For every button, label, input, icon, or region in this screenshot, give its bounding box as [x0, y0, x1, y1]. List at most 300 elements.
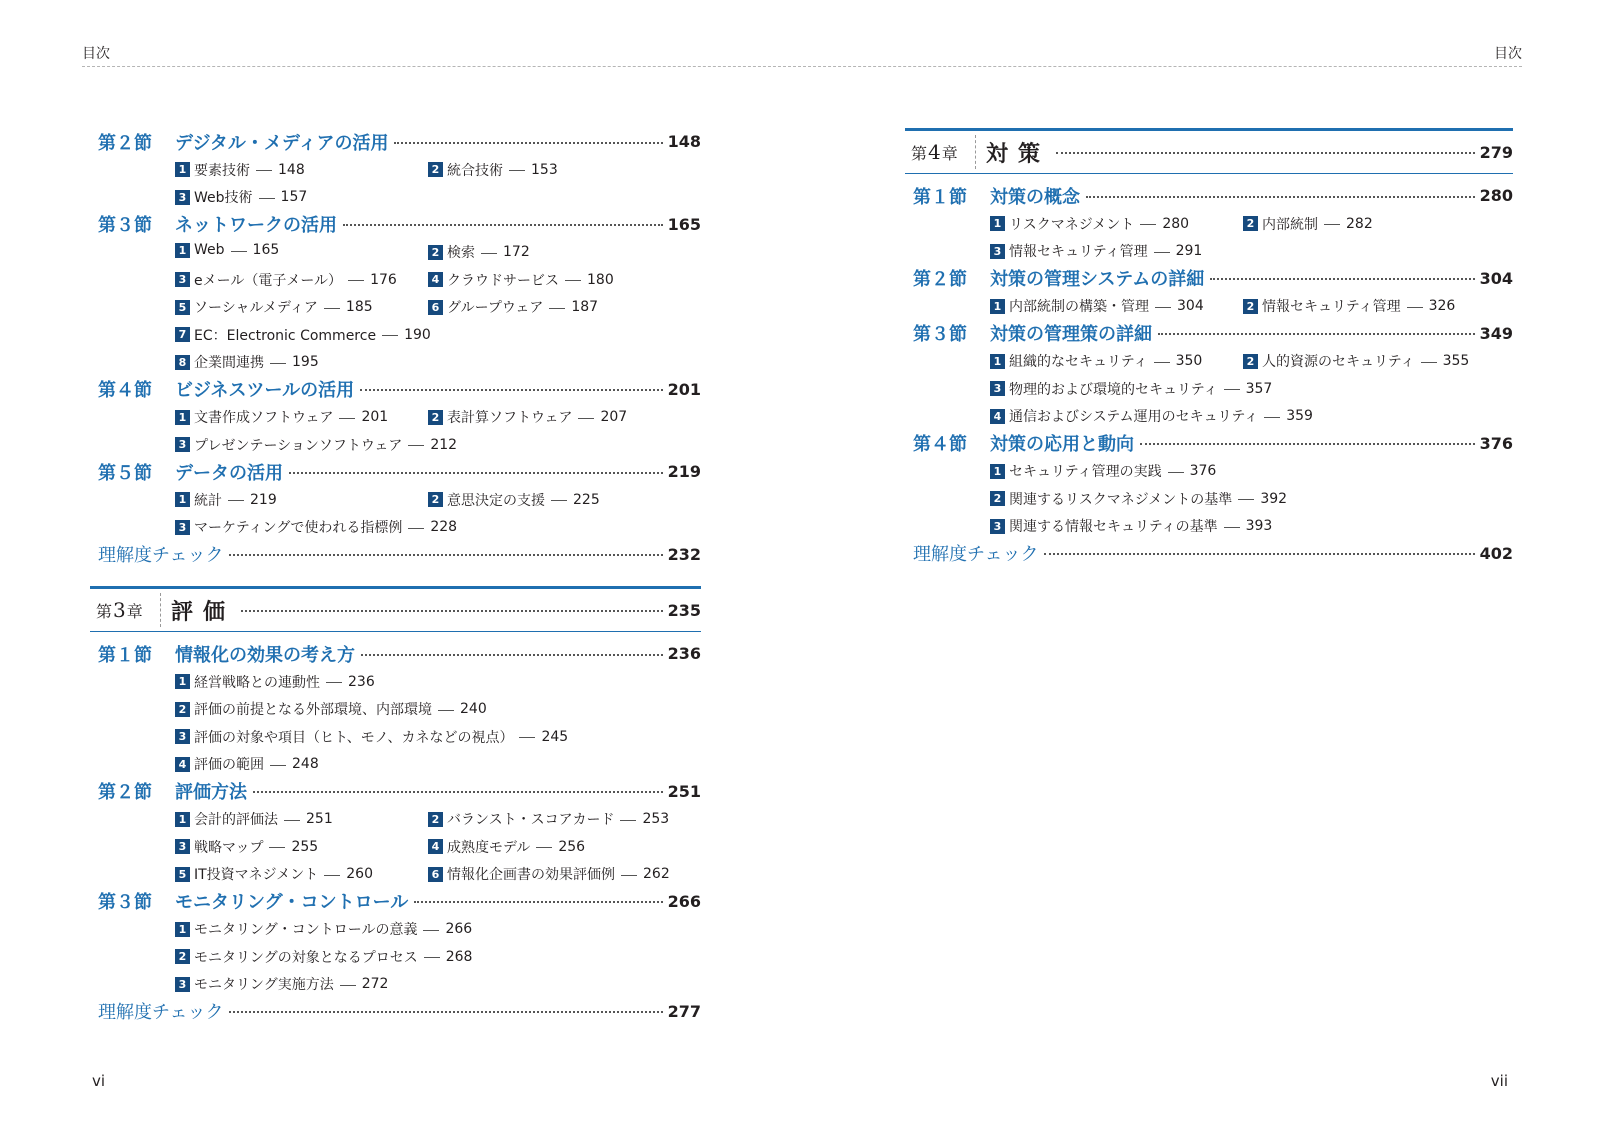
dash-separator: [324, 308, 340, 309]
subsection-page: 157: [280, 189, 308, 205]
review-page: 402: [1479, 543, 1513, 563]
review-title: 理解度チェック: [98, 545, 224, 567]
chapter4-section-4[interactable]: [913, 430, 1513, 458]
toc-right-page: [913, 128, 1513, 567]
subsection-number-badge: 2: [428, 410, 443, 425]
subsection-item[interactable]: [428, 864, 670, 884]
subsection-item[interactable]: [990, 489, 1287, 509]
subsection-title: 評価の前提となる外部環境、内部環境: [194, 702, 432, 718]
subsection-title: クラウドサービス: [447, 272, 559, 289]
subsection-title: マーケティングで使われる指標例: [194, 520, 403, 536]
page-number-right: vii: [1490, 1072, 1508, 1090]
subsection-page: 350: [1175, 353, 1203, 369]
subsection-title: 要素技術: [194, 162, 250, 179]
dash-separator: [1421, 362, 1437, 363]
subsection-row: [98, 321, 701, 349]
subsection-title: 企業間連携: [194, 355, 264, 371]
subsection-row: [98, 403, 701, 431]
subsection-item[interactable]: [990, 296, 1204, 316]
subsection-item[interactable]: [990, 406, 1313, 426]
dash-separator: [228, 500, 244, 501]
section-label: 第４節: [913, 434, 967, 456]
header-divider: [82, 66, 1522, 67]
chapter-suffix: 章: [126, 601, 143, 621]
subsection-row: [913, 347, 1513, 375]
section-page: 236: [667, 644, 701, 664]
dash-separator: [536, 847, 552, 848]
dot-leader: [1158, 333, 1475, 335]
subsection-number-badge: 3: [175, 437, 190, 452]
dash-separator: [1407, 307, 1423, 308]
subsection-item[interactable]: [175, 160, 305, 180]
subsection-page: 357: [1245, 380, 1273, 397]
dash-separator: [1238, 499, 1254, 500]
subsection-title: モニタリングの対象となるプロセス: [194, 949, 418, 966]
subsection-row: [98, 183, 701, 211]
running-header-right: 目次: [1494, 46, 1522, 62]
subsection-item[interactable]: [175, 974, 388, 994]
dash-separator: [509, 170, 525, 171]
subsection-page: 248: [292, 756, 319, 772]
section-page: 148: [667, 132, 701, 152]
chapter-prefix: 第: [911, 143, 928, 163]
chapter3-section-3[interactable]: [98, 888, 701, 916]
dash-separator: [1168, 472, 1184, 473]
dash-separator: [408, 445, 424, 446]
section-title: モニタリング・コントロール: [175, 892, 409, 914]
subsection-title: モニタリング・コントロールの意義: [194, 922, 418, 938]
dash-separator: [551, 500, 567, 501]
subsection-item[interactable]: [990, 461, 1216, 481]
dot-leader: [394, 142, 662, 144]
subsection-title: 人的資源のセキュリティ: [1262, 354, 1415, 370]
subsection-row: [913, 402, 1513, 430]
subsection-title: eメール（電子メール）: [194, 272, 343, 289]
dot-leader: [229, 554, 662, 556]
section-page: 280: [1479, 186, 1513, 206]
subsection-item[interactable]: [428, 837, 585, 857]
chapter-title: 評価: [171, 599, 236, 625]
subsection-page: 176: [370, 271, 397, 288]
subsection-item[interactable]: [175, 407, 388, 427]
subsection-number-badge: 3: [175, 977, 190, 992]
subsection-page: 291: [1175, 243, 1203, 259]
subsection-item[interactable]: [175, 435, 457, 455]
subsection-page: 253: [642, 811, 670, 827]
subsection-number-badge: 3: [175, 729, 190, 744]
running-header-left: 目次: [82, 46, 110, 62]
subsection-number-badge: 4: [428, 272, 443, 287]
subsection-number-badge: 3: [175, 272, 190, 287]
dash-separator: [231, 251, 247, 252]
subsection-page: 245: [541, 728, 569, 745]
section-page: 349: [1479, 323, 1513, 343]
section-label: 第１節: [98, 644, 152, 666]
subsection-number-badge: 4: [990, 409, 1005, 424]
subsection-row: [98, 348, 701, 376]
subsection-page: 262: [643, 866, 670, 882]
review-title: 理解度チェック: [913, 544, 1039, 566]
dash-separator: [269, 847, 285, 848]
subsection-number-badge: 1: [175, 492, 190, 507]
subsection-item[interactable]: [175, 837, 318, 857]
subsection-number-badge: 2: [1243, 216, 1258, 231]
chapter-label: [911, 135, 976, 169]
section-4-business-tools[interactable]: [98, 376, 701, 404]
subsection-item[interactable]: [175, 242, 279, 258]
subsection-page: 185: [345, 299, 373, 315]
subsection-title: プレゼンテーションソフトウェア: [194, 437, 403, 454]
section-page: 304: [1479, 268, 1513, 288]
subsection-page: 212: [430, 436, 458, 453]
subsection-title: セキュリティ管理の実践: [1009, 464, 1162, 480]
dash-separator: [1155, 307, 1171, 308]
section-title: ネットワークの活用: [175, 215, 337, 237]
review-check-entry[interactable]: [98, 541, 701, 569]
dash-separator: [621, 875, 637, 876]
section-page: 266: [667, 891, 701, 911]
dash-separator: [326, 682, 342, 683]
subsection-title: 物理的および環境的セキュリティ: [1009, 381, 1218, 398]
subsection-item[interactable]: [175, 754, 319, 774]
subsection-page: 268: [445, 948, 473, 965]
chapter4-section-1[interactable]: [913, 182, 1513, 210]
dash-separator: [565, 280, 581, 281]
dot-leader: [1044, 553, 1474, 555]
subsection-item[interactable]: [175, 352, 319, 372]
dash-separator: [348, 280, 364, 281]
dot-leader: [414, 901, 662, 903]
subsection-item[interactable]: [1243, 214, 1373, 234]
dot-leader: [229, 1011, 662, 1013]
subsection-title: 情報化企画書の効果評価例: [447, 867, 615, 883]
section-label: 第２節: [98, 132, 152, 154]
subsection-title: 統計: [194, 492, 222, 509]
subsection-page: 392: [1260, 490, 1288, 507]
subsection-title: リスクマネジメント: [1009, 216, 1135, 233]
section-page: 165: [667, 214, 701, 234]
subsection-row: [98, 238, 701, 266]
subsection-row: [98, 156, 701, 184]
subsection-number-badge: 1: [175, 410, 190, 425]
section-title: 対策の応用と動向: [990, 434, 1134, 456]
dash-separator: [1264, 417, 1280, 418]
subsection-number-badge: 3: [175, 190, 190, 205]
subsection-number-badge: 2: [1243, 299, 1258, 314]
dot-leader: [361, 654, 663, 656]
dash-separator: [324, 875, 340, 876]
chapter4-section-2[interactable]: [913, 265, 1513, 293]
subsection-title: 文書作成ソフトウェア: [194, 410, 334, 426]
chapter-heading[interactable]: [905, 128, 1513, 174]
dash-separator: [1224, 527, 1240, 528]
subsection-page: 180: [587, 271, 614, 288]
subsection-page: 172: [503, 244, 530, 260]
subsection-title: 検索: [447, 245, 475, 261]
subsection-title: 内部統制: [1262, 216, 1318, 233]
subsection-page: 219: [250, 491, 277, 508]
dash-separator: [339, 418, 355, 419]
subsection-title: Web: [194, 242, 225, 258]
chapter-prefix: 第: [96, 601, 113, 621]
subsection-number-badge: 3: [990, 519, 1005, 534]
dash-separator: [549, 308, 565, 309]
section-title: ビジネスツールの活用: [175, 380, 355, 402]
subsection-page: 195: [292, 354, 319, 370]
subsection-title: バランスト・スコアカード: [447, 812, 615, 828]
subsection-page: 165: [252, 242, 280, 258]
section-page: 251: [667, 781, 701, 801]
subsection-number-badge: 2: [428, 162, 443, 177]
chapter-number: 3: [113, 598, 126, 622]
subsection-row: [98, 970, 701, 998]
dash-separator: [270, 765, 286, 766]
dash-separator: [424, 957, 440, 958]
subsection-item[interactable]: [428, 160, 558, 180]
subsection-row: [98, 750, 701, 778]
dash-separator: [256, 170, 272, 171]
subsection-item[interactable]: [175, 947, 472, 967]
subsection-item[interactable]: [428, 407, 627, 427]
section-title: 対策の管理システムの詳細: [990, 269, 1205, 291]
subsection-row: [913, 512, 1513, 540]
dash-separator: [1154, 252, 1170, 253]
chapter3-section-1[interactable]: [98, 640, 701, 668]
dot-leader: [1140, 443, 1475, 445]
section-title: 対策の概念: [990, 186, 1080, 208]
subsection-row: [913, 237, 1513, 265]
subsection-item[interactable]: [175, 490, 277, 510]
chapter-label: [96, 593, 161, 627]
subsection-number-badge: 1: [990, 354, 1005, 369]
dash-separator: [284, 820, 300, 821]
dash-separator: [481, 253, 497, 254]
dash-separator: [620, 820, 636, 821]
dash-separator: [382, 335, 398, 336]
section-2-digital-media[interactable]: [98, 128, 701, 156]
subsection-number-badge: 7: [175, 327, 190, 342]
subsection-row: [913, 457, 1513, 485]
subsection-row: [98, 486, 701, 514]
subsection-row: [98, 293, 701, 321]
dot-leader: [360, 389, 662, 391]
subsection-page: 201: [361, 409, 389, 425]
subsection-item[interactable]: [990, 516, 1272, 536]
subsection-page: 153: [531, 161, 558, 178]
subsection-title: 通信およびシステム運用のセキュリティ: [1009, 409, 1259, 425]
subsection-item[interactable]: [428, 242, 530, 262]
subsection-page: 376: [1189, 463, 1217, 479]
review-title: 理解度チェック: [98, 1002, 224, 1024]
chapter-suffix: 章: [941, 143, 958, 163]
dash-separator: [259, 198, 275, 199]
subsection-number-badge: 3: [175, 520, 190, 535]
subsection-row: [98, 833, 701, 861]
dash-separator: [1140, 224, 1156, 225]
subsection-number-badge: 2: [428, 492, 443, 507]
subsection-title: 評価の対象や項目（ヒト、モノ、カネなどの視点）: [194, 729, 514, 746]
subsection-page: 240: [460, 701, 487, 717]
review-check-entry[interactable]: [98, 998, 701, 1026]
subsection-page: 236: [348, 673, 375, 690]
section-label: 第２節: [98, 782, 152, 804]
subsection-page: 190: [404, 326, 431, 343]
subsection-item[interactable]: [175, 727, 568, 747]
subsection-number-badge: 3: [175, 839, 190, 854]
review-page: 232: [667, 544, 701, 564]
spacer: [98, 568, 701, 586]
subsection-item[interactable]: [990, 379, 1272, 399]
chapter-title: 対策: [986, 141, 1051, 167]
dash-separator: [578, 418, 594, 419]
subsection-item[interactable]: [428, 490, 600, 510]
subsection-item[interactable]: [428, 809, 669, 829]
subsection-number-badge: 4: [428, 839, 443, 854]
subsection-row: [98, 266, 701, 294]
dot-leader: [1210, 278, 1474, 280]
toc-left-page: [98, 128, 701, 1025]
subsection-page: 280: [1162, 215, 1190, 232]
subsection-number-badge: 8: [175, 355, 190, 370]
dash-separator: [438, 710, 454, 711]
subsection-page: 266: [445, 921, 473, 937]
section-page: 219: [667, 462, 701, 482]
section-label: 第５節: [98, 462, 152, 484]
subsection-title: 組織的なセキュリティ: [1009, 354, 1148, 370]
subsection-item[interactable]: [1243, 351, 1469, 371]
subsection-item[interactable]: [175, 919, 472, 939]
dot-leader: [253, 791, 663, 793]
subsection-number-badge: 1: [175, 812, 190, 827]
subsection-item[interactable]: [990, 241, 1202, 261]
subsection-item[interactable]: [428, 270, 614, 290]
dash-separator: [519, 737, 535, 738]
subsection-page: 393: [1245, 518, 1273, 534]
subsection-number-badge: 3: [990, 244, 1005, 259]
chapter-number: 4: [928, 140, 941, 164]
subsection-title: 経営戦略との連動性: [194, 674, 320, 691]
section-label: 第３節: [913, 324, 967, 346]
chapter-heading[interactable]: [90, 586, 701, 632]
subsection-title: 関連する情報セキュリティの基準: [1009, 519, 1218, 535]
subsection-title: 情報セキュリティ管理: [1009, 244, 1148, 260]
dash-separator: [340, 985, 356, 986]
subsection-item[interactable]: [175, 699, 487, 719]
subsection-item[interactable]: [1243, 296, 1455, 316]
section-5-data[interactable]: [98, 458, 701, 486]
subsection-number-badge: 1: [990, 464, 1005, 479]
subsection-row: [98, 431, 701, 459]
dash-separator: [408, 528, 424, 529]
section-title: 評価方法: [175, 782, 247, 804]
dash-separator: [1154, 362, 1170, 363]
subsection-page: 359: [1286, 408, 1313, 424]
subsection-number-badge: 5: [175, 867, 190, 882]
section-label: 第２節: [913, 269, 967, 291]
subsection-row: [98, 915, 701, 943]
section-title: 情報化の効果の考え方: [175, 644, 355, 666]
dot-leader: [1056, 152, 1475, 154]
subsection-title: 会計的評価法: [194, 812, 278, 828]
subsection-page: 282: [1346, 215, 1373, 232]
subsection-number-badge: 2: [428, 812, 443, 827]
spacer: [98, 632, 701, 640]
subsection-title: モニタリング実施方法: [194, 977, 334, 993]
subsection-title: 戦略マップ: [194, 839, 264, 856]
subsection-page: 207: [600, 409, 628, 425]
subsection-row: [913, 375, 1513, 403]
subsection-number-badge: 1: [990, 299, 1005, 314]
subsection-item[interactable]: [175, 864, 373, 884]
subsection-title: IT投資マネジメント: [194, 867, 319, 883]
subsection-item[interactable]: [990, 351, 1202, 371]
subsection-page: 355: [1442, 353, 1470, 369]
subsection-item[interactable]: [428, 297, 598, 317]
subsection-number-badge: 2: [428, 245, 443, 260]
section-label: 第３節: [98, 215, 152, 237]
subsection-number-badge: 3: [990, 381, 1005, 396]
subsection-page: 272: [361, 976, 389, 992]
subsection-page: 255: [291, 838, 319, 855]
subsection-number-badge: 2: [175, 949, 190, 964]
subsection-row: [913, 485, 1513, 513]
subsection-number-badge: 6: [428, 867, 443, 882]
subsection-item[interactable]: [175, 297, 373, 317]
subsection-title: 関連するリスクマネジメントの基準: [1009, 491, 1233, 508]
subsection-number-badge: 2: [175, 702, 190, 717]
subsection-number-badge: 6: [428, 300, 443, 315]
section-3-network[interactable]: [98, 211, 701, 239]
subsection-item[interactable]: [175, 809, 333, 829]
section-title: デジタル・メディアの活用: [175, 132, 389, 154]
chapter-page: 279: [1479, 142, 1513, 162]
subsection-item[interactable]: [175, 517, 457, 537]
dot-leader: [241, 610, 663, 612]
subsection-number-badge: 1: [990, 216, 1005, 231]
subsection-row: [98, 805, 701, 833]
subsection-item[interactable]: [175, 672, 375, 692]
dot-leader: [1086, 196, 1475, 198]
subsection-page: 326: [1428, 298, 1456, 314]
subsection-item[interactable]: [175, 270, 397, 290]
page-number-left: vi: [92, 1072, 106, 1090]
subsection-number-badge: 1: [175, 243, 190, 258]
subsection-page: 228: [430, 519, 458, 535]
subsection-row: [98, 860, 701, 888]
section-page: 201: [667, 379, 701, 399]
subsection-row: [98, 695, 701, 723]
subsection-number-badge: 1: [175, 162, 190, 177]
subsection-number-badge: 5: [175, 300, 190, 315]
dash-separator: [270, 363, 286, 364]
review-check-entry[interactable]: [913, 540, 1513, 568]
subsection-item[interactable]: [990, 214, 1189, 234]
dash-separator: [1224, 389, 1240, 390]
chapter4-section-3[interactable]: [913, 320, 1513, 348]
subsection-title: 評価の範囲: [194, 757, 264, 773]
subsection-number-badge: 1: [175, 922, 190, 937]
subsection-item[interactable]: [175, 325, 431, 345]
section-page: 376: [1479, 433, 1513, 453]
subsection-title: Web技術: [194, 190, 253, 206]
subsection-row: [98, 513, 701, 541]
subsection-number-badge: 1: [175, 674, 190, 689]
chapter-page: 235: [667, 600, 701, 620]
chapter3-section-2[interactable]: [98, 778, 701, 806]
subsection-row: [98, 668, 701, 696]
subsection-item[interactable]: [175, 187, 307, 207]
dash-separator: [423, 930, 439, 931]
